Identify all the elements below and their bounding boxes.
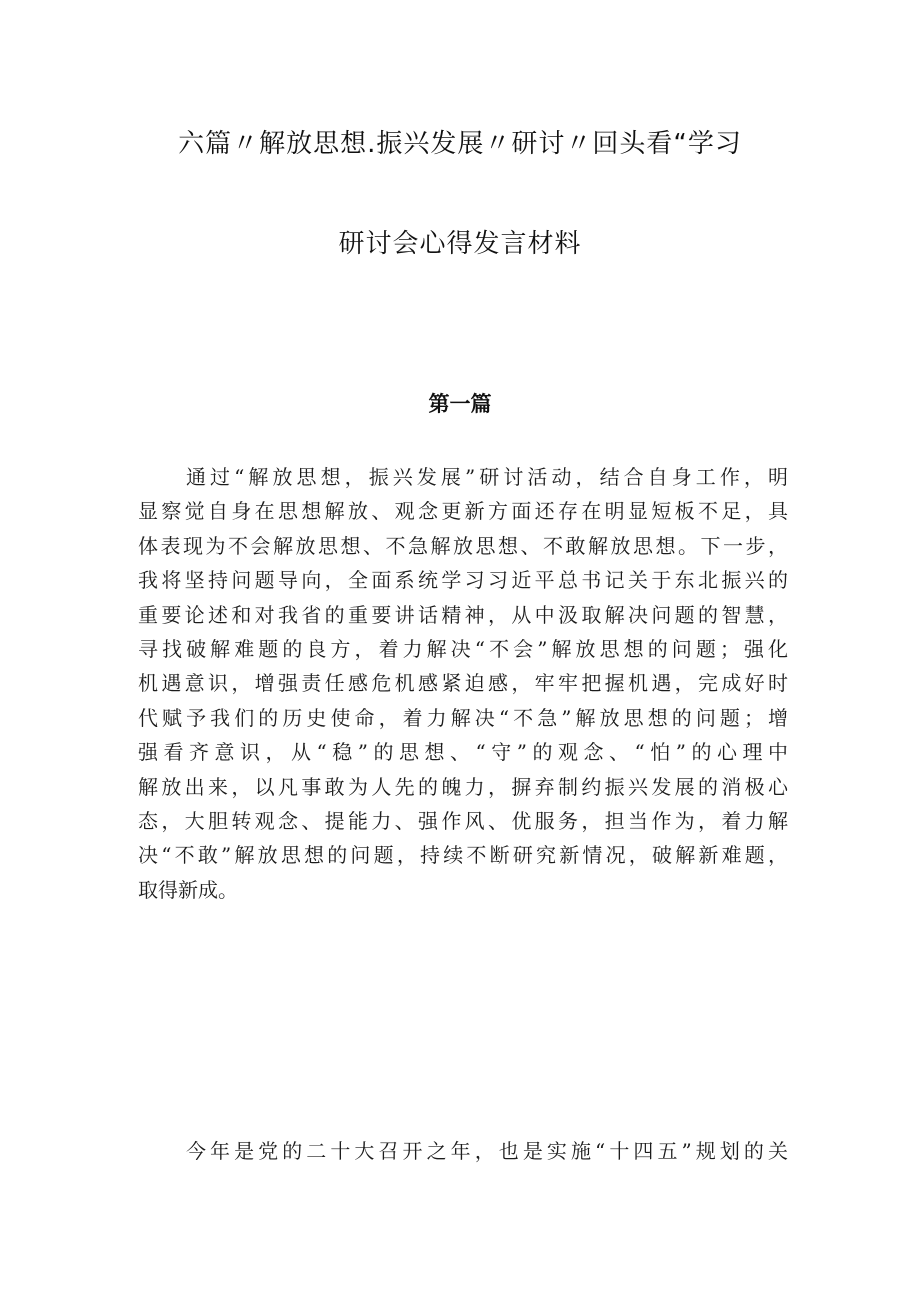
paragraph-line: 通过“解放思想，振兴发展”研讨活动，结合自身工作，明 xyxy=(186,465,788,489)
paragraph-line: 取得新成。 xyxy=(138,877,238,902)
paragraph-line: 显察觉自身在思想解放、观念更新方面还存在明显短板不足，具 xyxy=(138,499,788,524)
paragraph-2 xyxy=(138,1134,788,1168)
paragraph-line: 态，大胆转观念、提能力、强作风、优服务，担当作为，着力解 xyxy=(138,808,788,833)
paragraph-line: 决“不敢”解放思想的问题，持续不断研究新情况，破解新难题， xyxy=(138,843,788,868)
paragraph-line: 解放出来，以凡事敢为人先的魄力，摒弃制约振兴发展的消极心 xyxy=(138,774,788,799)
paragraph-line: 我将坚持问题导向，全面系统学习习近平总书记关于东北振兴的 xyxy=(138,568,788,593)
paragraph-line: 代赋予我们的历史使命，着力解决“不急”解放思想的问题；增 xyxy=(138,705,788,730)
paragraph-line: 强看齐意识，从“稳”的思想、“守”的观念、“怕”的心理中 xyxy=(138,740,788,765)
document-title-line-1: 六篇〃解放思想.振兴发展〃研讨〃回头看“学习 xyxy=(178,129,742,159)
paragraph-1 xyxy=(138,460,788,907)
paragraph-line: 体表现为不会解放思想、不急解放思想、不敢解放思想。下一步， xyxy=(138,533,788,558)
paragraph-line: 重要论述和对我省的重要讲话精神，从中汲取解决问题的智慧， xyxy=(138,602,788,627)
paragraph-line: 机遇意识，增强责任感危机感紧迫感，牢牢把握机遇，完成好时 xyxy=(138,671,788,696)
document-title-line-2: 研讨会心得发言材料 xyxy=(338,229,582,259)
paragraph-line: 寻找破解难题的良方，着力解决“不会”解放思想的问题；强化 xyxy=(138,636,788,661)
section-heading: 第一篇 xyxy=(428,392,492,416)
paragraph-line: 今年是党的二十大召开之年，也是实施“十四五”规划的关 xyxy=(186,1139,788,1163)
